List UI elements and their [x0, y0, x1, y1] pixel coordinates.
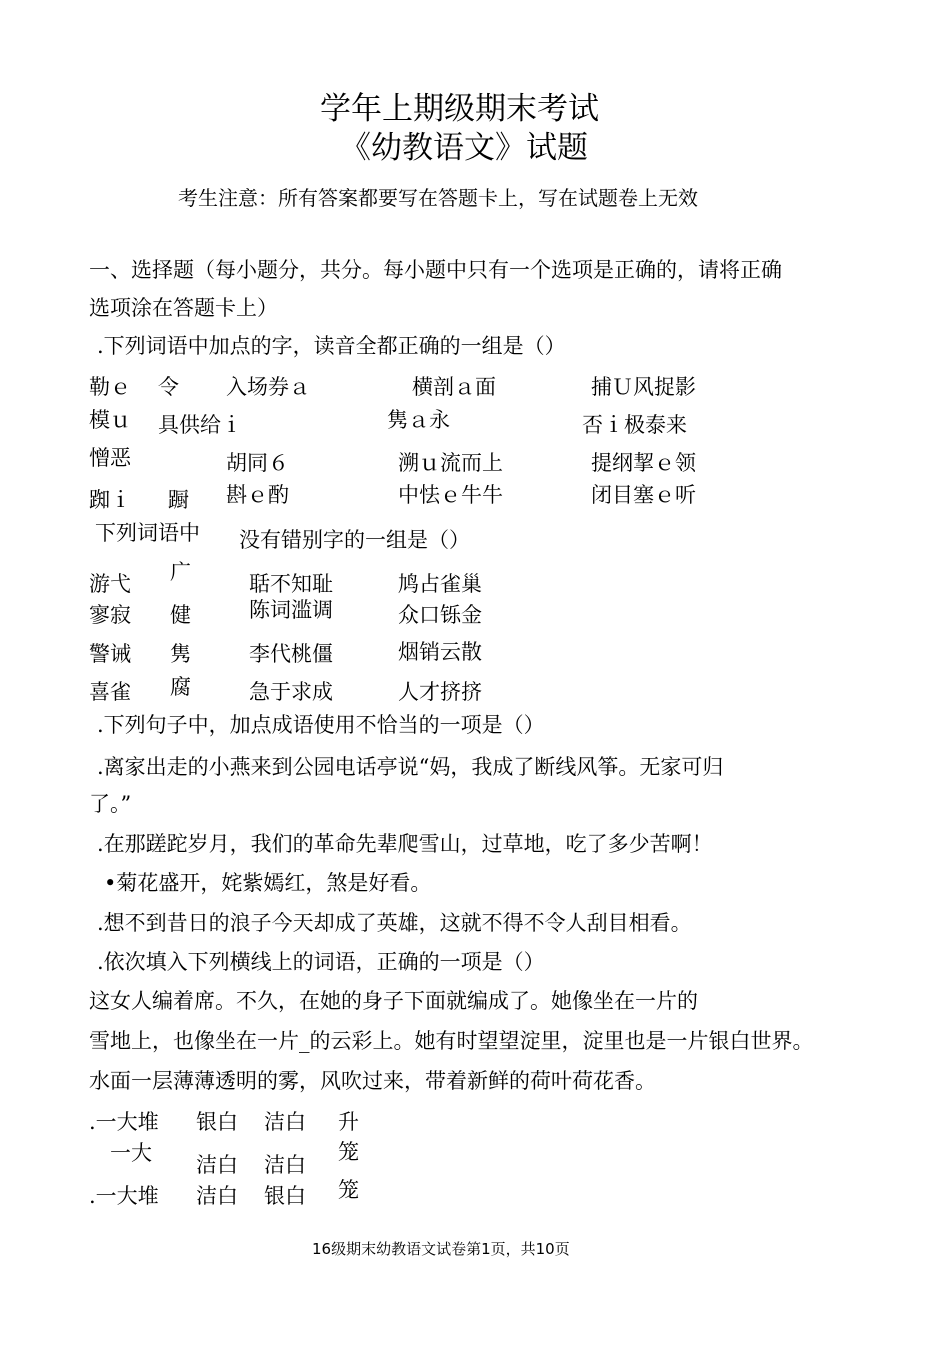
- option-cell: 提纲挈ｅ领: [591, 451, 696, 475]
- option-cell: 聒不知耻: [249, 572, 333, 596]
- page-footer: 16级期末幼教语文试卷第1页，共10页: [312, 1240, 570, 1258]
- option-cell: 闭目塞ｅ听: [591, 483, 696, 507]
- option-cell: 踟ｉ: [89, 488, 131, 512]
- option-cell: 腐: [170, 675, 191, 699]
- option-cell: .一大堆: [89, 1184, 159, 1208]
- question-3-option-c: •菊花盛开，姹紫嫣红，煞是好看。: [104, 871, 432, 895]
- question-3-stem: .下列句子中，加点成语使用不恰当的一项是（）: [97, 713, 545, 737]
- option-cell: 笼: [338, 1178, 359, 1202]
- option-cell: 斟ｅ酌: [226, 483, 289, 507]
- option-cell: 具供给ｉ: [158, 413, 242, 437]
- option-cell: 鸠占雀巢: [398, 572, 482, 596]
- question-4-passage-cont: 雪地上，也像坐在一片_的云彩上。她有时望望淀里，淀里也是一片银白世界。: [89, 1029, 814, 1053]
- exam-subtitle: 《幼教语文》试题: [340, 130, 588, 166]
- option-cell: 升: [338, 1110, 359, 1134]
- option-cell: 蹰: [168, 488, 189, 512]
- section-heading-cont: 选项涂在答题卡上）: [89, 296, 278, 320]
- option-cell: 否ｉ极泰来: [582, 413, 687, 437]
- question-2-stem-cont: 没有错别字的一组是（）: [239, 528, 470, 552]
- option-cell: 人才挤挤: [398, 680, 482, 704]
- option-cell: 溯ｕ流而上: [398, 451, 503, 475]
- question-1-stem: .下列词语中加点的字，读音全都正确的一组是（）: [97, 334, 566, 358]
- option-cell: 游弋: [89, 572, 131, 596]
- option-cell: 胡同６: [226, 451, 289, 475]
- option-cell: 隽: [170, 642, 191, 666]
- option-cell: 洁白: [196, 1184, 238, 1208]
- option-cell: 银白: [196, 1110, 238, 1134]
- question-3-option-b: .在那蹉跎岁月，我们的革命先辈爬雪山，过草地，吃了多少苦啊！: [97, 832, 713, 856]
- option-cell: .一大堆: [89, 1110, 159, 1134]
- option-cell: 一大: [110, 1141, 152, 1165]
- option-cell: 令: [158, 375, 179, 399]
- option-cell: 入场券ａ: [226, 375, 310, 399]
- option-cell: 笼: [338, 1140, 359, 1164]
- question-4-stem: .依次填入下列横线上的词语，正确的一项是（）: [97, 950, 545, 974]
- question-4-passage: 这女人编着席。不久，在她的身子下面就编成了。她像坐在一片的: [89, 989, 698, 1013]
- question-3-option-d: .想不到昔日的浪子今天却成了英雄，这就不得不令人刮目相看。: [97, 911, 692, 935]
- option-cell: 急于求成: [249, 680, 333, 704]
- exam-notice: 考生注意：所有答案都要写在答题卡上，写在试题卷上无效: [178, 186, 698, 210]
- section-heading: 一、选择题（每小题分，共分。每小题中只有一个选项是正确的，请将正确: [89, 258, 782, 282]
- option-cell: 众口铄金: [398, 603, 482, 627]
- option-cell: 烟销云散: [398, 640, 482, 664]
- question-2-stem: 下列词语中: [95, 521, 200, 545]
- question-3-option-a-cont: 了。”: [89, 792, 132, 816]
- option-cell: 广: [170, 560, 191, 584]
- option-cell: 洁白: [196, 1153, 238, 1177]
- option-cell: 勒ｅ: [89, 375, 131, 399]
- option-cell: 喜雀: [89, 680, 131, 704]
- option-cell: 隽ａ永: [387, 408, 450, 432]
- option-cell: 横剖ａ面: [412, 375, 496, 399]
- option-cell: 洁白: [264, 1153, 306, 1177]
- question-4-passage-end: 水面一层薄薄透明的雾，风吹过来，带着新鲜的荷叶荷花香。: [89, 1069, 656, 1093]
- option-cell: 中怯ｅ牛牛: [398, 483, 503, 507]
- option-cell: 捕Ｕ风捉影: [591, 375, 696, 399]
- option-cell: 警诫: [89, 642, 131, 666]
- option-cell: 憎恶: [89, 446, 131, 470]
- option-cell: 陈词滥调: [249, 598, 333, 622]
- option-cell: 模ｕ: [89, 408, 131, 432]
- exam-title: 学年上期级期末考试: [320, 91, 599, 127]
- option-cell: 李代桃僵: [249, 642, 333, 666]
- option-cell: 健: [170, 603, 191, 627]
- option-cell: 洁白: [264, 1110, 306, 1134]
- option-cell: 寥寂: [89, 603, 131, 627]
- question-3-option-a: .离家出走的小燕来到公园电话亭说“妈，我成了断线风筝。无家可归: [97, 755, 724, 779]
- option-cell: 银白: [264, 1184, 306, 1208]
